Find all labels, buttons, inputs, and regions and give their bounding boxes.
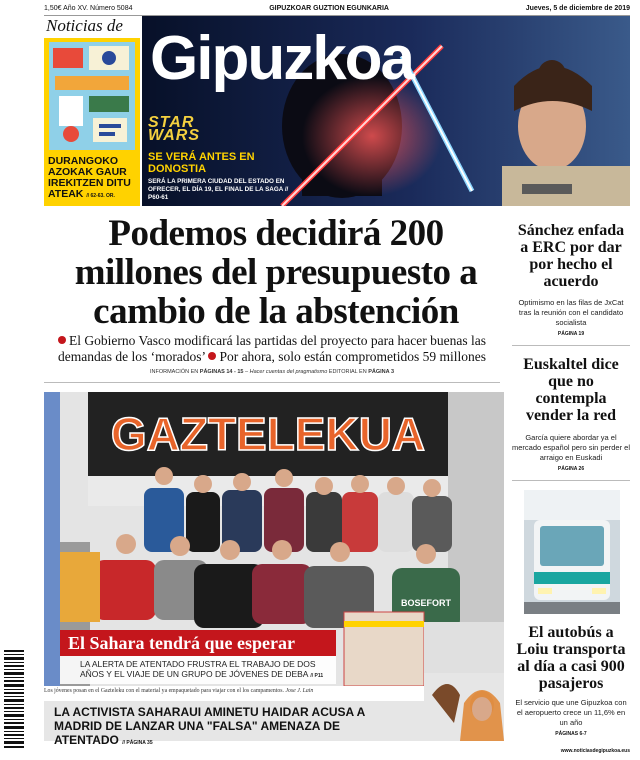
paper-tagline: GIPUZKOAR GUZTION EGUNKARIA: [269, 5, 389, 12]
issue-date: Jueves, 5 de diciembre de 2019: [525, 5, 630, 12]
photo-headline[interactable]: El Sahara tendrá que esperar: [60, 630, 336, 656]
sidebar-headline-1[interactable]: Sánchez enfada a ERC por dar por hecho el acuerdo: [517, 222, 625, 290]
bottom-headline: LA ACTIVISTA SAHARAUI AMINETU HAIDAR ACUSA A MADRID DE LANZAR UNA "FALSA" AMENAZA DE ATENTADO // PÁGINA 35: [54, 705, 365, 747]
sidebar-body-1: Optimismo en las filas de JxCat tras la reunión con el candidato socialista: [518, 298, 624, 327]
star-wars-pages: // P60-61: [148, 186, 289, 201]
star-wars-logo: STAR WARS: [148, 114, 200, 144]
sidebar-headline-2[interactable]: Euskaltel dice que no contempla vender la red: [523, 356, 619, 424]
masthead-hero: [142, 16, 630, 206]
sweater-text: BOSEFORT: [400, 598, 452, 608]
promo-illustration: [49, 42, 135, 150]
price-issue: 1,50€ Año XV. Número 5084: [44, 5, 133, 12]
mural-text: GAZTELEKUA: [110, 408, 426, 460]
lead-deck: El Gobierno Vasco modificará las partidas del proyecto para hacer buenas las demandas de los ‘morados’ Por ahora, solo están comprometidos 59 millones: [57, 333, 487, 364]
promo-header: Noticias de: [44, 16, 140, 38]
masthead-title: Gipuzkoa: [150, 24, 414, 93]
promo-box[interactable]: [44, 16, 140, 206]
sidebar-headline-3[interactable]: El autobús a Loiu transporta al día a casi 900 pasajeros: [516, 624, 626, 692]
bottom-teaser[interactable]: [44, 701, 504, 747]
activist-photo: [424, 673, 504, 741]
barcode-icon: [4, 650, 24, 750]
bottom-page: // PÁGINA 35: [122, 740, 153, 746]
lead-headline[interactable]: Podemos decidirá 200 millones del presupuesto a cambio de la abstención: [74, 213, 478, 332]
lead-info-line: INFORMACIÓN EN PÁGINAS 14 - 15 – Hacer cuentas del pragmatismo EDITORIAL EN PÁGINA 3: [149, 369, 395, 375]
photo-credit: Jose J. Lain: [285, 688, 314, 694]
sidebar-body-2: García quiere abordar ya el mercado español pero sin perder el arraigo en Euskadi: [512, 433, 630, 462]
star-wars-headline: SE VERÁ ANTES EN DONOSTIA: [148, 151, 255, 175]
sidebar-page-1: PÁGINA 19: [557, 331, 585, 337]
divider: [512, 480, 630, 481]
star-wars-desc: SERÁ LA PRIMERA CIUDAD DEL ESTADO EN OFRECER, EL DÍA 19, EL FINAL DE LA SAGA // P60-61: [148, 178, 289, 201]
divider: [44, 382, 500, 383]
photo-summary: LA ALERTA DE ATENTADO FRUSTRA EL TRABAJO DE DOS AÑOS Y EL VIAJE DE UN GRUPO DE JÓVENES DE DEBA // P11: [60, 656, 336, 684]
divider: [512, 345, 630, 346]
top-info-bar: [44, 2, 630, 16]
website-link[interactable]: www.noticiasdegipuzkoa.eus: [560, 748, 630, 754]
promo-pages: // 62-63. OR.: [86, 193, 115, 199]
bullet-icon: [208, 352, 216, 360]
promo-headline: DURANGOKO AZOKAK GAUR IREKITZEN DITU ATEAK // 62-63. OR.: [48, 155, 131, 200]
sidebar-body-3: El servicio que une Gipuzkoa con el aeropuerto crece un 11,6% en un año: [515, 698, 627, 727]
bullet-icon: [58, 336, 66, 344]
bus-photo: [524, 490, 620, 614]
photo-caption: Los jóvenes posan en el Gazteleku con el material ya empaquetado para viajar con el los campamentos. Jose J. Lain: [44, 688, 314, 694]
sidebar-page-2: PÁGINA 26: [557, 466, 585, 472]
sidebar-page-3: PÁGINAS 6-7: [555, 731, 587, 737]
photo-pages: // P11: [310, 673, 324, 679]
